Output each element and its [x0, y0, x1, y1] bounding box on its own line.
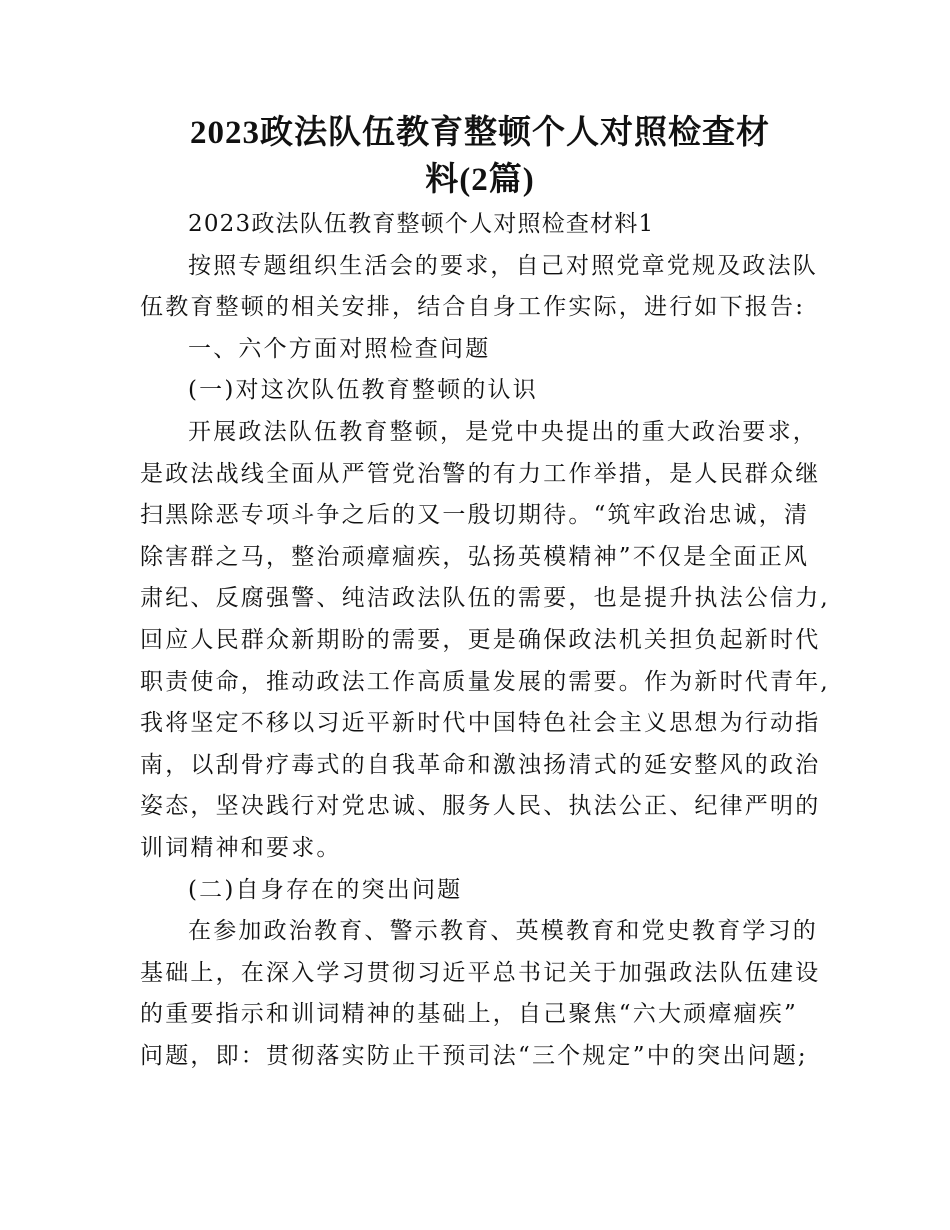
- paragraph-line: 在参加政治教育、警示教育、英模教育和党史教育学习的: [188, 918, 818, 945]
- paragraph-line: 训词精神和要求。: [140, 834, 342, 861]
- paragraph-line: 我将坚定不移以习近平新时代中国特色社会主义思想为行动指: [140, 710, 821, 737]
- section-heading: 一、六个方面对照检查问题: [188, 335, 491, 362]
- subsection-heading: (二)自身存在的突出问题: [188, 876, 463, 903]
- paragraph-line: 的重要指示和训词精神的基础上，自己聚焦“六大顽瘴痼疾”: [140, 1001, 798, 1028]
- paragraph-line: 除害群之马，整治顽瘴痼疾，弘扬英模精神”不仅是全面正风: [140, 543, 810, 570]
- paragraph-line: 姿态，坚决践行对党忠诚、服务人民、执法公正、纪律严明的: [140, 793, 821, 820]
- paragraph-line: 是政法战线全面从严管党治警的有力工作举措，是人民群众继: [140, 460, 821, 487]
- paragraph-line: 开展政法队伍教育整顿，是党中央提出的重大政治要求，: [188, 418, 818, 445]
- paragraph-line: 职责使命，推动政法工作高质量发展的需要。作为新时代青年,: [140, 668, 830, 695]
- paragraph-line: 按照专题组织生活会的要求，自己对照党章党规及政法队: [188, 252, 818, 279]
- document-title-line-1: 2023政法队伍教育整顿个人对照检查材: [190, 115, 770, 151]
- subsection-heading: (一)对这次队伍教育整顿的认识: [188, 377, 538, 404]
- paragraph-line: 南，以刮骨疗毒式的自我革命和激浊扬清式的延安整风的政治: [140, 751, 821, 778]
- paragraph-line: 伍教育整顿的相关安排，结合自身工作实际，进行如下报告:: [140, 294, 806, 321]
- document-title-line-2: 料(2篇): [425, 162, 535, 198]
- subtitle-line: 2023政法队伍教育整顿个人对照检查材料1: [188, 211, 655, 237]
- paragraph-line: 基础上，在深入学习贯彻习近平总书记关于加强政法队伍建设: [140, 959, 821, 986]
- paragraph-line: 问题，即：贯彻落实防止干预司法“三个规定”中的突出问题;: [140, 1042, 808, 1069]
- paragraph-line: 扫黑除恶专项斗争之后的又一殷切期待。“筑牢政治忠诚，清: [140, 502, 810, 529]
- document-body: [140, 204, 830, 1077]
- paragraph-line: 回应人民群众新期盼的需要，更是确保政法机关担负起新时代: [140, 626, 821, 653]
- paragraph-line: 肃纪、反腐强警、纯洁政法队伍的需要，也是提升执法公信力,: [140, 585, 830, 612]
